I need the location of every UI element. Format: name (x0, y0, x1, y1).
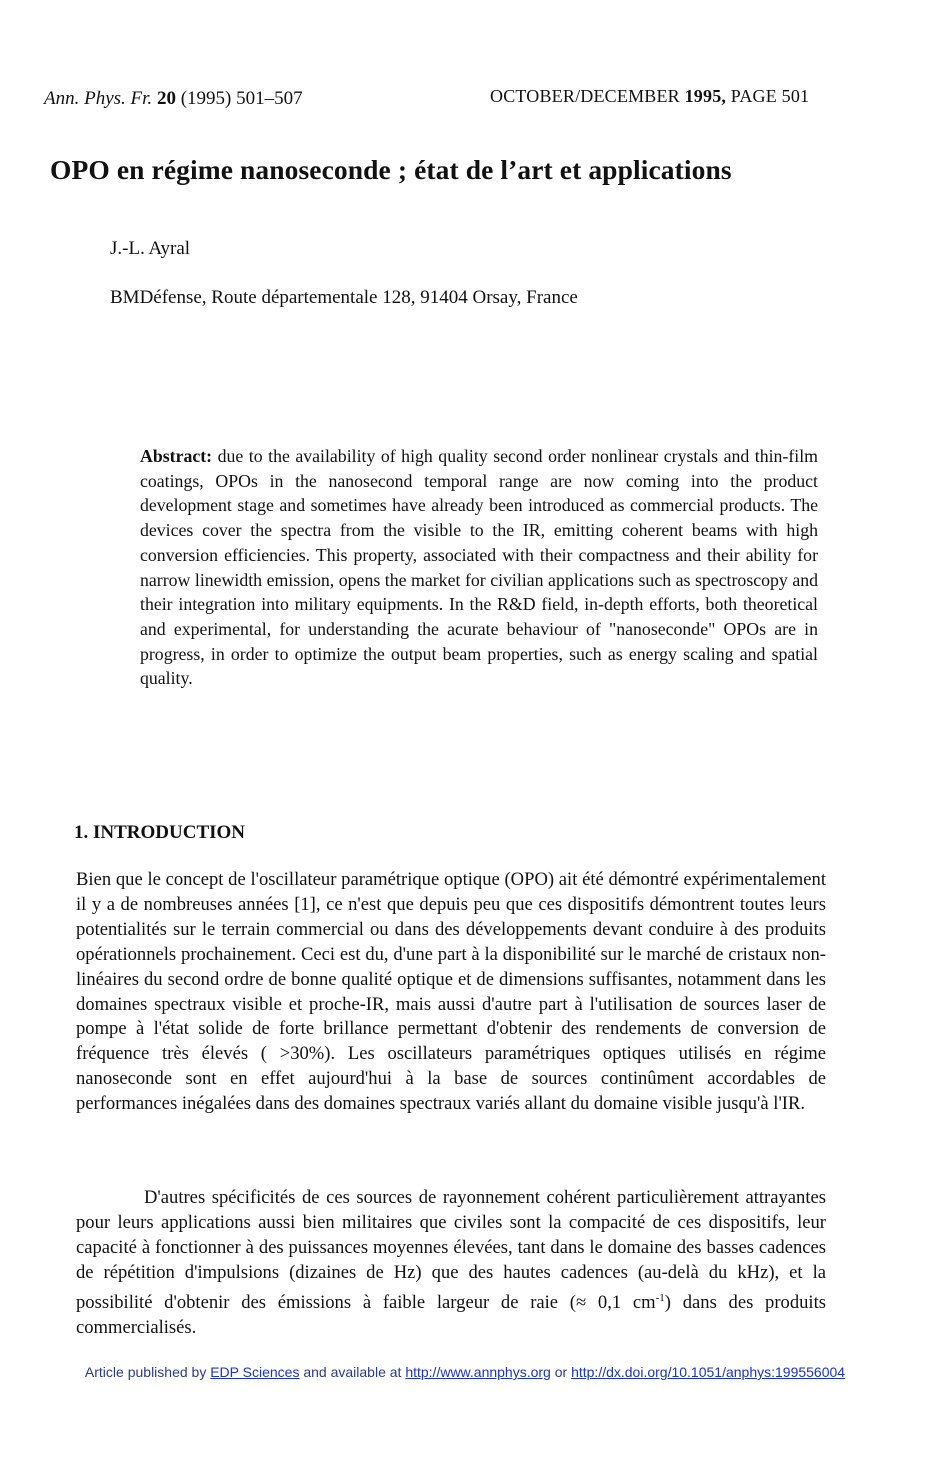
publication-footer (0, 1364, 930, 1380)
intro-paragraph-2 (76, 1186, 826, 1341)
doi-link[interactable]: http://dx.doi.org/10.1051/anphys:199556004 (571, 1364, 846, 1380)
edp-sciences-link[interactable]: EDP Sciences (210, 1364, 300, 1380)
abstract (140, 444, 818, 691)
journal-citation (44, 88, 303, 110)
footer-text-1: Article published by (84, 1364, 211, 1380)
abstract-label: Abstract: (140, 446, 213, 466)
paragraph-2-superscript: -1 (655, 1291, 665, 1304)
annphys-link[interactable]: http://www.annphys.org (405, 1364, 551, 1380)
abstract-text: due to the availability of high quality second order nonlinear crystals and thin-film coatings, OPOs in the nanosecond temporal range are now coming into the product development stage and sometimes have already been introduced as commercial products. The devices cover the spectra from the visible to the IR, emitting coherent beams with high conversion efficiencies. This property, associated with their compactness and their ability for narrow linewidth emission, opens the market for civilian applications such as spectroscopy and their integration into military equipments. In the R&D field, in-depth efforts, both theoretical and experimental, for understanding the acurate behaviour of "nanoseconde" OPOs are in progress, in order to optimize the output beam properties, such as energy scaling and spatial quality. (140, 446, 818, 689)
issue-months: OCTOBER/DECEMBER (490, 86, 680, 106)
author-name: J.-L. Ayral (110, 238, 191, 259)
issue-page: PAGE 501 (730, 86, 810, 106)
issue-year: 1995, (684, 86, 727, 106)
journal-name: Ann. Phys. Fr. (44, 88, 153, 109)
footer-text-3: or (550, 1364, 572, 1380)
footer-text-2: and available at (299, 1364, 406, 1380)
author-affiliation: BMDéfense, Route départementale 128, 91404 Orsay, France (110, 287, 578, 308)
journal-volume: 20 (156, 88, 176, 109)
issue-date (490, 86, 809, 107)
journal-pages: (1995) 501–507 (180, 88, 303, 109)
section-heading: 1. INTRODUCTION (74, 822, 246, 843)
paper-title: OPO en régime nanoseconde ; état de l’art et applications (50, 154, 732, 185)
paragraph-2-end: ) dans des produits commercialisés. (76, 1291, 827, 1338)
paragraph-2-text: D'autres spécificités de ces sources de rayonnement cohérent particulièrement attrayantes pour leurs applications aussi bien militaires que civiles sont la compacité de ces dispositifs, leur capacité à fonctionner à des puissances moyennes élevées, tant dans le domaine des basses cadences de répétition d'impulsions (dizaines de Hz) que des hautes cadences (au-delà du kHz), et la possibilité d'obtenir des émissions à faible largeur de raie (≈ 0,1 cm (76, 1187, 826, 1313)
intro-paragraph-1: Bien que le concept de l'oscillateur paramétrique optique (OPO) ait été démontré expérimentalement il y a de nombreuses années [1], ce n'est que depuis peu que ces dispositifs démontrent toutes leurs potentialités sur le terrain commercial ou dans des développements devant conduire à des produits opérationnels prochainement. Ceci est du, d'une part à la disponibilité sur le marché de cristaux non-linéaires du second ordre de bonne qualité optique et de dimensions suffisantes, notamment dans les domaines spectraux visible et proche-IR, mais aussi d'autre part à l'utilisation de sources laser de pompe à l'état solide de forte brillance permettant d'obtenir des rendements de conversion de fréquence très élevés ( >30%). Les oscillateurs paramétriques optiques utilisés en régime nanoseconde sont en effet aujourd'hui à la base de sources continûment accordables de performances inégalées dans des domaines spectraux variés allant du domaine visible jusqu'à l'IR. (76, 869, 826, 1115)
